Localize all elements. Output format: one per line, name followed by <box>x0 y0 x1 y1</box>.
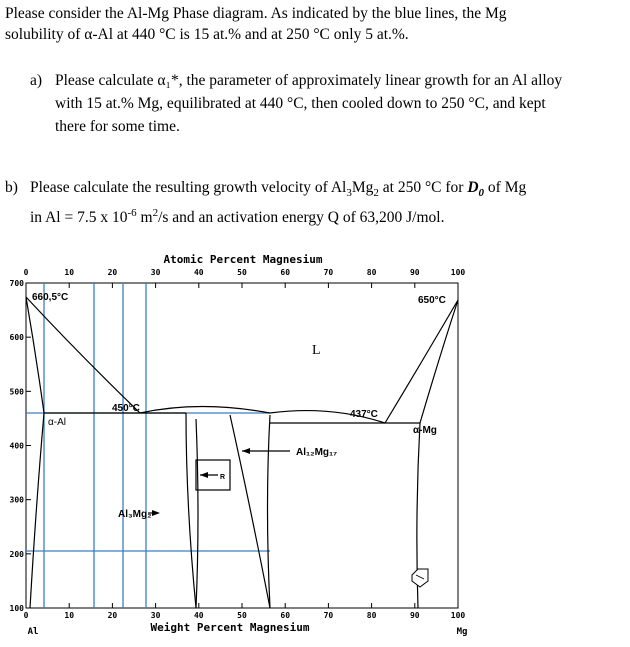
y-tick-label: 200 <box>9 549 24 559</box>
top-tick-labels <box>24 268 466 288</box>
y-tick-labels <box>10 279 31 613</box>
top-tick-label: 100 <box>450 268 466 277</box>
al3mg2-label: Al₃Mg₂ <box>118 509 152 520</box>
y-tick-label: 400 <box>9 441 24 451</box>
solvus-left <box>30 413 44 608</box>
top-tick-label: 90 <box>409 268 420 277</box>
bottom-tick-labels <box>24 603 466 620</box>
al-melting-label: 660,5°C <box>32 292 69 303</box>
top-tick-label: 10 <box>64 268 75 277</box>
bottom-tick-label: 60 <box>280 611 291 620</box>
x-axis-label: Weight Percent Magnesium <box>150 621 310 634</box>
eutectic-437-label: 437°C <box>350 409 378 420</box>
cursor-icon <box>412 569 428 587</box>
part-b-line-2: in Al = 7.5 x $10^{-6}$ $m^2/s$ and an activation energy Q of 63,200 J/mol. <box>30 207 445 227</box>
mg-end-label: Mg <box>456 627 468 637</box>
bottom-tick-label: 20 <box>107 611 118 620</box>
top-tick-label: 20 <box>107 268 118 277</box>
y-tick-label: 600 <box>9 333 24 343</box>
top-tick-label: 0 <box>23 268 29 277</box>
y-tick-label: 500 <box>9 387 24 397</box>
bottom-tick-label: 80 <box>366 611 377 620</box>
intro-line-1: Please consider the Al-Mg Phase diagram. As indicated by the blue lines, the Mg <box>5 5 507 22</box>
top-tick-label: 60 <box>280 268 291 277</box>
al3mg2-arrowhead <box>152 510 160 516</box>
top-tick-label: 50 <box>237 268 247 277</box>
top-tick-label: 80 <box>366 268 377 277</box>
bottom-tick-label: 10 <box>64 611 75 620</box>
blue-lines <box>26 283 270 608</box>
part-b-label: b) <box>5 179 18 196</box>
alpha-mg-label: α-Mg <box>413 425 437 436</box>
solidus-right <box>420 300 458 423</box>
top-tick-label: 40 <box>193 268 204 277</box>
bottom-tick-label: 30 <box>150 611 161 620</box>
bottom-tick-label: 40 <box>193 611 204 620</box>
part-a-label: a) <box>30 72 43 89</box>
plot-frame <box>26 283 458 608</box>
bottom-tick-label: 50 <box>237 611 247 620</box>
top-tick-label: 70 <box>323 268 334 277</box>
part-a-line-2: with 15 at.% Mg, equilibrated at 440 °C, then cooled down to 250 °C, and kept <box>55 95 546 112</box>
liquidus-middle <box>140 407 270 414</box>
al3mg2-left <box>186 413 196 608</box>
al12mg17-right <box>268 415 271 608</box>
eutectic-450-label: 450°C <box>112 403 140 414</box>
liquidus-right-b <box>385 300 458 423</box>
y-tick-label: 700 <box>9 279 24 288</box>
phase-boundaries <box>26 297 458 608</box>
top-tick-label: 30 <box>150 268 161 277</box>
al12mg17-left <box>230 415 270 608</box>
bottom-tick-label: 90 <box>409 611 420 620</box>
part-b-line-1: Please calculate the resulting growth velocity of $Al_3Mg_2$ at 250 °C for $D_0$ of Mg <box>30 179 527 200</box>
phase-diagram <box>0 245 630 645</box>
al3mg2-right <box>196 419 198 608</box>
y-tick-label: 300 <box>9 495 24 505</box>
diagram-title: Atomic Percent Magnesium <box>163 253 323 266</box>
bottom-tick-label: 100 <box>450 611 466 620</box>
r-arrowhead <box>200 472 208 478</box>
liquid-label: L <box>312 343 321 358</box>
al12mg17-label: Al₁₂Mg₁₇ <box>296 447 338 458</box>
al12mg17-arrowhead <box>242 448 250 454</box>
bottom-tick-label: 0 <box>23 611 29 620</box>
intro-line-2: solubility of α-Al at 440 °C is 15 at.% and at 250 °C only 5 at.%. <box>5 26 409 43</box>
y-tick-label: 100 <box>9 604 24 613</box>
alpha-al-label: α-Al <box>48 417 67 428</box>
part-a-line-3: there for some time. <box>55 118 180 135</box>
part-a-line-1: Please calculate α₁*, the parameter of approximately linear growth for an Al alloy <box>55 72 563 89</box>
solidus-left <box>26 297 44 413</box>
mg-melting-label: 650°C <box>418 295 446 306</box>
r-phase-label: R <box>220 474 226 481</box>
al-end-label: Al <box>27 627 39 637</box>
bottom-tick-label: 70 <box>323 611 334 620</box>
